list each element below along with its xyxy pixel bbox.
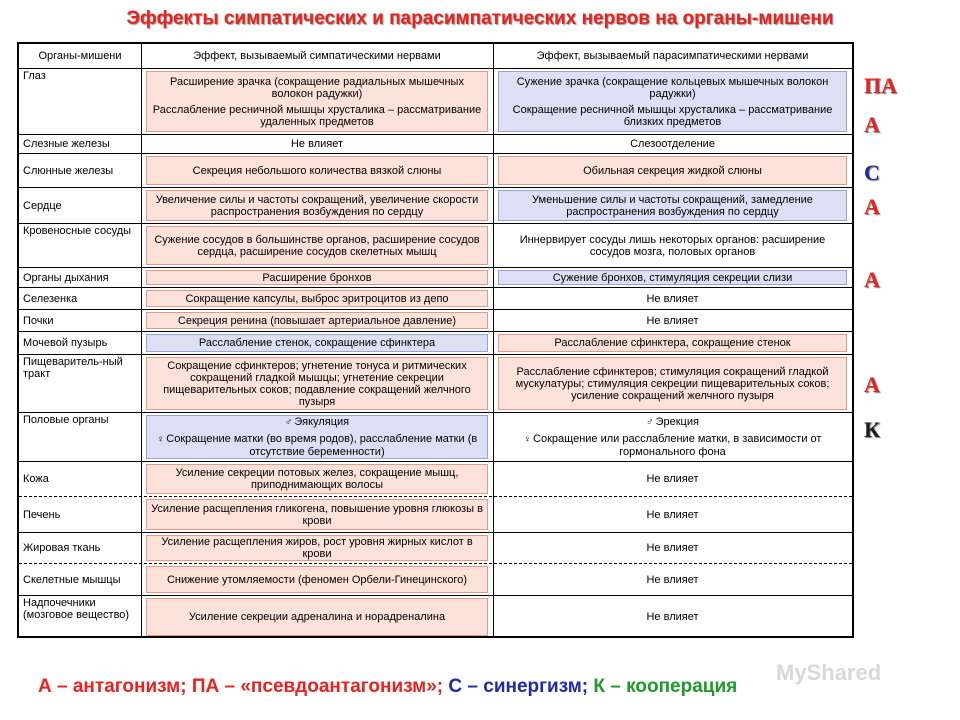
parasympathetic-effect-cell bbox=[498, 535, 847, 561]
organ-cell: Кровеносные сосуды bbox=[23, 225, 132, 237]
organ-cell: Селезенка bbox=[23, 292, 78, 305]
row-divider bbox=[19, 134, 852, 135]
sympathetic-effect-cell bbox=[146, 290, 488, 307]
row-divider bbox=[19, 187, 852, 188]
organ-cell: Глаз bbox=[23, 70, 46, 82]
effect-text-content: Расслабление сфинктера, сокращение стенок bbox=[554, 337, 791, 349]
effect-text bbox=[646, 416, 699, 429]
row-divider bbox=[19, 309, 852, 310]
effect-text-content: Не влияет bbox=[646, 508, 699, 521]
sympathetic-effect-cell bbox=[146, 499, 488, 530]
relation-label-pa: ПА bbox=[864, 73, 897, 98]
row-divider bbox=[19, 267, 852, 268]
sympathetic-effect-cell bbox=[146, 334, 488, 352]
parasympathetic-effect-cell bbox=[498, 290, 847, 307]
relation-label-k: К bbox=[864, 417, 880, 442]
organ-cell: Органы дыхания bbox=[23, 271, 109, 284]
sympathetic-effect-cell bbox=[146, 312, 488, 329]
sympathetic-effect-cell bbox=[146, 598, 488, 636]
effect-text bbox=[151, 433, 483, 458]
effect-text bbox=[503, 194, 842, 218]
effect-text bbox=[151, 536, 483, 560]
sympathetic-effect-cell bbox=[146, 464, 488, 494]
effect-text bbox=[646, 542, 698, 554]
effect-text bbox=[167, 574, 467, 586]
column-divider bbox=[493, 44, 494, 636]
effect-text-content: Не влияет bbox=[646, 314, 699, 327]
effect-text bbox=[646, 315, 698, 327]
effect-text bbox=[151, 234, 483, 258]
organ-cell: Мочевой пузырь bbox=[23, 337, 108, 349]
row-divider bbox=[19, 153, 852, 154]
effect-text bbox=[646, 509, 698, 521]
organ-cell: Жировая ткань bbox=[23, 542, 101, 554]
effect-text-content: Обильная секреция жидкой слюны bbox=[583, 164, 762, 177]
male-symbol-icon: ♂ bbox=[284, 417, 293, 428]
effect-text-content: Расслабление стенок, сокращение сфинктера bbox=[198, 337, 436, 349]
effect-text bbox=[554, 337, 790, 349]
row-divider bbox=[19, 461, 852, 462]
organ-cell: Кожа bbox=[23, 473, 49, 485]
legend-antagonism: А – антагонизм; bbox=[38, 676, 187, 697]
effect-text-content: Расслабление сфинктеров; стимуляция сокращений гладкой мускулатуры; стимуляция секреции пищеварительных соков; усиление сокращений желчного пузыря bbox=[515, 365, 830, 402]
effect-text bbox=[646, 293, 698, 305]
organ-cell: Скелетные мышцы bbox=[23, 573, 121, 586]
parasympathetic-effect-cell bbox=[498, 270, 847, 285]
organ-cell: Пищеваритель-ный тракт bbox=[23, 356, 123, 380]
parasympathetic-effect-cell bbox=[498, 156, 847, 185]
effect-text-content: Сокращение или расслабление матки, в зависимости от гормонального фона bbox=[533, 433, 822, 458]
effect-text-content: Расширение зрачка (сокращение радиальных мышечных волокон радужки) bbox=[170, 75, 464, 100]
effect-text-content: Расширение бронхов bbox=[262, 271, 372, 284]
row-divider bbox=[19, 68, 852, 69]
organ-cell: Почки bbox=[23, 314, 54, 327]
effect-text-content: Расслабление ресничной мышцы хрусталика – рассматривание удаленных предметов bbox=[152, 103, 482, 128]
effect-text-content: Сужение бронхов, стимуляция секреции слизи bbox=[552, 271, 793, 284]
effect-text-content: Не влияет bbox=[646, 473, 699, 485]
effect-text-content: Усиление секреции адреналина и норадреналина bbox=[188, 611, 446, 623]
effect-text-content: Усиление секреции потовых желез, сокращение мышц, приподнимающих волосы bbox=[175, 467, 459, 491]
effect-text-content: Не влияет bbox=[646, 573, 699, 586]
effect-text-content: Секреция небольшого количества вязкой слюны bbox=[192, 164, 442, 177]
organ-cell: Надпочечники (мозговое вещество) bbox=[23, 597, 130, 621]
parasympathetic-effect-cell bbox=[498, 226, 847, 265]
effect-text-content: Уменьшение силы и частоты сокращений, замедление распространения возбуждения по сердцу bbox=[532, 193, 813, 218]
sympathetic-effect-cell bbox=[146, 71, 488, 132]
effect-text bbox=[151, 503, 483, 527]
effect-text bbox=[503, 366, 842, 402]
sympathetic-effect-cell bbox=[146, 357, 488, 410]
organ-cell: Печень bbox=[23, 508, 61, 521]
header-parasympathetic: Эффект, вызываемый парасимпатическими нервами bbox=[536, 50, 809, 62]
row-divider bbox=[19, 287, 852, 288]
male-symbol-icon: ♂ bbox=[646, 417, 654, 428]
female-symbol-icon: ♀ bbox=[156, 434, 165, 445]
effect-text-content: Не влияет bbox=[290, 138, 344, 150]
organ-cell: Слюнные железы bbox=[23, 164, 114, 177]
row-divider bbox=[19, 331, 852, 332]
effect-text bbox=[151, 104, 483, 128]
header-sympathetic: Эффект, вызываемый симпатическими нервами bbox=[193, 50, 441, 62]
effect-text bbox=[151, 360, 483, 408]
legend-cooperation: К – кооперация bbox=[593, 676, 738, 697]
effect-text-content: Сужение зрачка (сокращение кольцевых мышечных волокон радужки) bbox=[516, 75, 829, 100]
parasympathetic-effect-cell bbox=[498, 312, 847, 329]
effect-text bbox=[291, 138, 343, 150]
effect-text-content: Усиление расщепления жиров, рост уровня жирных кислот в крови bbox=[161, 536, 473, 560]
legend bbox=[38, 676, 737, 698]
effect-text-content: Сокращение капсулы, выброс эритроцитов из депо bbox=[185, 292, 449, 305]
female-symbol-icon: ♀ bbox=[523, 434, 532, 445]
parasympathetic-effect-cell bbox=[498, 499, 847, 530]
effect-text bbox=[199, 337, 435, 349]
effect-text bbox=[502, 433, 843, 458]
effect-text bbox=[646, 473, 698, 485]
relation-label-a: А bbox=[864, 267, 880, 292]
sympathetic-effect-cell bbox=[146, 226, 488, 265]
parasympathetic-effect-cell bbox=[498, 71, 847, 132]
parasympathetic-effect-cell bbox=[498, 137, 847, 151]
legend-pseudoantagonism: ПА – «псевдоантагонизм»; bbox=[191, 676, 444, 697]
effect-text bbox=[262, 272, 371, 284]
row-divider bbox=[19, 563, 852, 564]
row-divider bbox=[19, 223, 852, 224]
effect-text bbox=[178, 315, 456, 327]
effect-text-content: Не влияет bbox=[646, 611, 699, 623]
effect-text bbox=[646, 611, 698, 623]
effect-text bbox=[151, 76, 483, 100]
sympathetic-effect-cell bbox=[146, 156, 488, 185]
effect-text-content: Увеличение силы и частоты сокращений, увеличение скорости распространения возбуждения по сердцу bbox=[155, 193, 479, 218]
parasympathetic-effect-cell bbox=[498, 464, 847, 494]
effect-text bbox=[630, 138, 715, 150]
effect-text bbox=[503, 76, 842, 100]
effect-text bbox=[583, 165, 762, 177]
effect-text-content: Сокращение матки (во время родов), расслабление матки (в отсутствие беременности) bbox=[166, 433, 478, 458]
effect-text-content: Сокращение сфинктеров; угнетение тонуса и ритмических сокращений гладкой мышцы; угнетение секреции пищеварительных соков; подавление сокращений желчного пузыря bbox=[163, 359, 471, 408]
effect-text bbox=[553, 272, 793, 284]
organ-cell: Половые органы bbox=[23, 414, 109, 426]
effect-text-content: Слезоотделение bbox=[630, 138, 715, 150]
header-organ: Органы-мишени bbox=[38, 50, 122, 62]
effect-text bbox=[151, 194, 483, 218]
effect-text bbox=[646, 574, 698, 586]
row-divider bbox=[19, 354, 852, 355]
effect-text-content: Не влияет bbox=[646, 542, 699, 554]
parasympathetic-effect-cell bbox=[498, 190, 847, 221]
row-divider bbox=[19, 595, 852, 596]
parasympathetic-effect-cell bbox=[498, 598, 847, 636]
effect-text-content: Усиление расщепления гликогена, повышение уровня глюкозы в крови bbox=[151, 502, 483, 527]
parasympathetic-effect-cell bbox=[498, 415, 847, 459]
effect-text-content: Снижение утомляемости (феномен Орбели-Гинецинского) bbox=[166, 573, 467, 586]
effect-text-content: Секреция ренина (повышает артериальное давление) bbox=[177, 314, 457, 327]
effect-text bbox=[185, 293, 448, 305]
sympathetic-effect-cell bbox=[146, 415, 488, 459]
effect-text bbox=[503, 104, 842, 128]
effect-text bbox=[189, 611, 445, 623]
parasympathetic-effect-cell bbox=[498, 566, 847, 593]
effect-text-content: Сужение сосудов в большинстве органов, расширение сосудов сердца, расширение сосудов скелетных мышц bbox=[154, 233, 480, 258]
effect-text bbox=[193, 165, 442, 177]
relation-label-a: А bbox=[864, 112, 880, 137]
effect-text-content: Эрекция bbox=[655, 416, 699, 428]
effect-text bbox=[151, 467, 483, 491]
sympathetic-effect-cell bbox=[146, 566, 488, 593]
parasympathetic-effect-cell bbox=[498, 334, 847, 352]
page-title: Эффекты симпатических и парасимпатических нервов на органы-мишени bbox=[126, 8, 834, 29]
relation-label-a: А bbox=[864, 194, 880, 219]
sympathetic-effect-cell bbox=[146, 190, 488, 221]
relation-label-a: А bbox=[864, 372, 880, 397]
legend-synergism: С – синергизм; bbox=[448, 676, 589, 697]
column-divider bbox=[141, 44, 142, 636]
effects-table bbox=[17, 42, 854, 638]
effect-text-content: Эякуляция bbox=[294, 416, 350, 428]
row-divider bbox=[19, 496, 852, 497]
sympathetic-effect-cell bbox=[146, 270, 488, 285]
effect-text bbox=[502, 234, 843, 258]
organ-cell: Сердце bbox=[23, 199, 62, 212]
watermark: MyShared bbox=[776, 660, 882, 685]
sympathetic-effect-cell bbox=[146, 535, 488, 561]
effect-text-content: Иннервирует сосуды лишь некоторых органов: расширение сосудов мозга, половых органов bbox=[519, 233, 826, 258]
relation-label-s: С bbox=[864, 160, 880, 185]
sympathetic-effect-cell bbox=[146, 137, 488, 151]
parasympathetic-effect-cell bbox=[498, 357, 847, 410]
effect-text-content: Не влияет bbox=[646, 292, 699, 305]
row-divider bbox=[19, 412, 852, 413]
row-divider bbox=[19, 532, 852, 533]
organ-cell: Слезные железы bbox=[23, 138, 110, 150]
effect-text bbox=[285, 416, 349, 429]
effect-text-content: Сокращение ресничной мышцы хрусталика – рассматривание близких предметов bbox=[512, 103, 833, 128]
